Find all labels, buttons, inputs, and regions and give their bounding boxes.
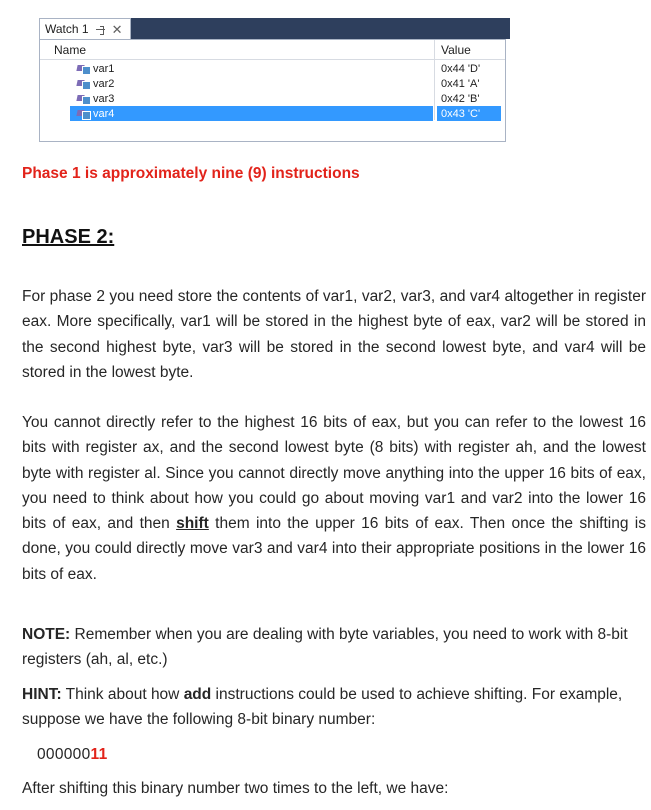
paragraph-shift-text-end: them into the upper 16 bits of eax. Then once the shifting is done, you could directly move var3 and var4 into their appropriate positions in the lower 16 bits of eax. bbox=[22, 515, 646, 583]
paragraph-shift-text: You cannot directly refer to the highest 16 bits of eax, but you can refer to the lowest 16 bits with register ax, and the second lowest byte (8 bits) with register ah, and the lowest byte with register al. Since you cannot directly move anything into the upper 16 bits of eax, you need to think about how you could go about moving var1 and var2 into the lower 16 bits of eax, and then bbox=[22, 414, 646, 533]
watch-row-name bbox=[70, 106, 433, 121]
pin-icon[interactable] bbox=[96, 25, 105, 34]
add-emphasis: add bbox=[183, 686, 212, 703]
variable-icon bbox=[77, 78, 89, 89]
hint-label: HINT: bbox=[22, 686, 62, 703]
watch-row-name bbox=[77, 61, 118, 76]
hint-block bbox=[22, 682, 646, 732]
note-text: Remember when you are dealing with byte variables, you need to work with 8-bit registers (ah, al, etc.) bbox=[22, 626, 628, 668]
watch-row[interactable] bbox=[40, 91, 505, 106]
close-icon[interactable]: ✕ bbox=[111, 21, 123, 37]
watch-row[interactable] bbox=[40, 61, 505, 76]
column-name-header[interactable]: Name bbox=[54, 43, 87, 57]
shift-emphasis: shift bbox=[176, 515, 209, 533]
watch-grid bbox=[39, 39, 506, 142]
watch-var-value[interactable]: 0x43 'C' bbox=[437, 106, 501, 121]
variable-icon bbox=[77, 63, 89, 74]
watch-tab[interactable] bbox=[39, 18, 131, 39]
watch-row-selected[interactable] bbox=[40, 106, 505, 121]
after-shift-text: After shifting this binary number two times to the left, we have: bbox=[22, 780, 449, 797]
watch-var-value[interactable]: 0x41 'A' bbox=[441, 77, 480, 90]
note-block bbox=[22, 622, 646, 672]
grid-header bbox=[40, 40, 505, 60]
watch-window bbox=[35, 16, 510, 142]
watch-var-value[interactable]: 0x42 'B' bbox=[441, 92, 480, 105]
watch-var-value[interactable]: 0x44 'D' bbox=[441, 62, 481, 75]
watch-row[interactable] bbox=[40, 76, 505, 91]
watch-var-name: var4 bbox=[93, 107, 115, 120]
watch-row-name bbox=[77, 91, 118, 106]
binary-example bbox=[37, 746, 108, 764]
hint-text: Think about how bbox=[61, 686, 184, 703]
binary-highlight: 11 bbox=[90, 746, 108, 763]
paragraph-shift bbox=[22, 410, 646, 587]
variable-icon bbox=[77, 93, 89, 104]
watch-row-name bbox=[77, 76, 118, 91]
watch-var-name: var3 bbox=[93, 92, 115, 105]
watch-var-name: var1 bbox=[93, 62, 115, 75]
phase1-note: Phase 1 is approximately nine (9) instructions bbox=[22, 165, 360, 182]
paragraph-intro: For phase 2 you need store the contents of var1, var2, var3, and var4 altogether in register eax. More specifically, var1 will be stored in the highest byte of eax, var2 will be stored in the second highest byte, var3 will be stored in the second lowest byte, and var4 will be stored in the lowest byte. bbox=[22, 288, 646, 381]
variable-icon bbox=[77, 108, 89, 119]
column-value-header[interactable]: Value bbox=[441, 43, 471, 57]
page-title: PHASE 2: bbox=[22, 226, 115, 248]
watch-var-name: var2 bbox=[93, 77, 115, 90]
hint-text-end: instructions could be used to achieve shifting. For example, suppose we have the following 8-bit binary number: bbox=[22, 686, 623, 728]
note-label: NOTE: bbox=[22, 626, 71, 643]
binary-plain: 000000 bbox=[37, 746, 91, 763]
watch-tab-title: Watch 1 bbox=[45, 22, 89, 36]
tab-strip bbox=[131, 18, 510, 39]
